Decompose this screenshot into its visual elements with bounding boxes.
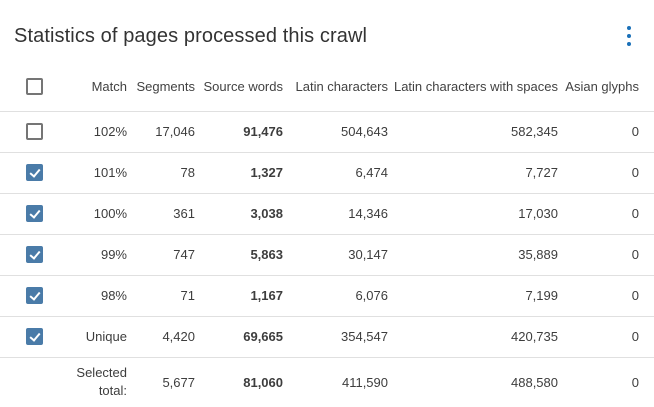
latin-characters-cell: 504,643 <box>283 111 388 152</box>
kebab-menu-icon[interactable] <box>614 21 644 51</box>
match-cell: 100% <box>60 193 127 234</box>
source-words-cell: 69,665 <box>195 316 283 357</box>
latin-characters-with-spaces-cell: 582,345 <box>388 111 558 152</box>
asian-glyphs-cell: 0 <box>558 316 654 357</box>
segments-cell: 78 <box>127 152 195 193</box>
column-header-source-words: Source words <box>195 62 283 111</box>
selected-total-label: Selected total: <box>76 365 127 399</box>
latin-characters-with-spaces-cell: 7,199 <box>388 275 558 316</box>
column-header-latin-characters-with-spaces: Latin characters with spaces <box>388 62 558 111</box>
row-checkbox[interactable] <box>26 287 43 304</box>
card-header <box>0 0 654 62</box>
kebab-dot <box>627 34 631 38</box>
match-cell: Unique <box>60 316 127 357</box>
segments-cell: 4,420 <box>127 316 195 357</box>
column-header-latin-characters: Latin characters <box>283 62 388 111</box>
select-all-checkbox[interactable] <box>26 78 43 95</box>
latin-characters-cell: 6,076 <box>283 275 388 316</box>
asian-glyphs-cell: 0 <box>558 275 654 316</box>
source-words-total-cell: 81,060 <box>243 374 283 390</box>
empty-cell <box>0 357 60 407</box>
kebab-dot <box>627 26 631 30</box>
segments-total-cell: 5,677 <box>162 374 195 390</box>
row-checkbox-cell <box>0 193 60 234</box>
segments-cell: 17,046 <box>127 111 195 152</box>
source-words-cell: 91,476 <box>195 111 283 152</box>
latin-characters-cell: 30,147 <box>283 234 388 275</box>
row-checkbox[interactable] <box>26 328 43 345</box>
latin-characters-with-spaces-cell: 7,727 <box>388 152 558 193</box>
source-words-cell: 3,038 <box>195 193 283 234</box>
latin-characters-with-spaces-total-cell: 488,580 <box>511 374 558 390</box>
row-checkbox-cell <box>0 316 60 357</box>
column-header-asian-glyphs: Asian glyphs <box>558 62 654 111</box>
latin-characters-with-spaces-cell: 35,889 <box>388 234 558 275</box>
table-row <box>0 152 654 193</box>
row-checkbox-cell <box>0 152 60 193</box>
segments-cell: 361 <box>127 193 195 234</box>
row-checkbox[interactable] <box>26 123 43 140</box>
latin-characters-cell: 6,474 <box>283 152 388 193</box>
table-row <box>0 275 654 316</box>
table-header-row <box>0 62 654 111</box>
source-words-cell: 1,167 <box>195 275 283 316</box>
latin-characters-cell: 14,346 <box>283 193 388 234</box>
column-header-segments: Segments <box>127 62 195 111</box>
row-checkbox[interactable] <box>26 246 43 263</box>
source-words-cell: 1,327 <box>195 152 283 193</box>
match-cell: 99% <box>60 234 127 275</box>
column-header-match: Match <box>60 62 127 111</box>
asian-glyphs-cell: 0 <box>558 111 654 152</box>
segments-cell: 747 <box>127 234 195 275</box>
select-all-cell <box>0 62 60 111</box>
row-checkbox[interactable] <box>26 205 43 222</box>
match-cell: 101% <box>60 152 127 193</box>
match-cell: 102% <box>60 111 127 152</box>
row-checkbox[interactable] <box>26 164 43 181</box>
page-title: Statistics of pages processed this crawl <box>14 24 368 47</box>
match-cell: 98% <box>60 275 127 316</box>
source-words-cell: 5,863 <box>195 234 283 275</box>
statistics-table <box>0 62 654 407</box>
row-checkbox-cell <box>0 275 60 316</box>
kebab-dot <box>627 42 631 46</box>
asian-glyphs-cell: 0 <box>558 152 654 193</box>
selected-total-row <box>0 357 654 407</box>
table-row <box>0 234 654 275</box>
row-checkbox-cell <box>0 111 60 152</box>
latin-characters-with-spaces-cell: 17,030 <box>388 193 558 234</box>
table-row <box>0 111 654 152</box>
segments-cell: 71 <box>127 275 195 316</box>
table-row <box>0 193 654 234</box>
row-checkbox-cell <box>0 234 60 275</box>
latin-characters-total-cell: 411,590 <box>341 374 388 390</box>
table-row <box>0 316 654 357</box>
latin-characters-cell: 354,547 <box>283 316 388 357</box>
asian-glyphs-cell: 0 <box>558 234 654 275</box>
asian-glyphs-total-cell: 0 <box>631 374 639 390</box>
asian-glyphs-cell: 0 <box>558 193 654 234</box>
latin-characters-with-spaces-cell: 420,735 <box>388 316 558 357</box>
